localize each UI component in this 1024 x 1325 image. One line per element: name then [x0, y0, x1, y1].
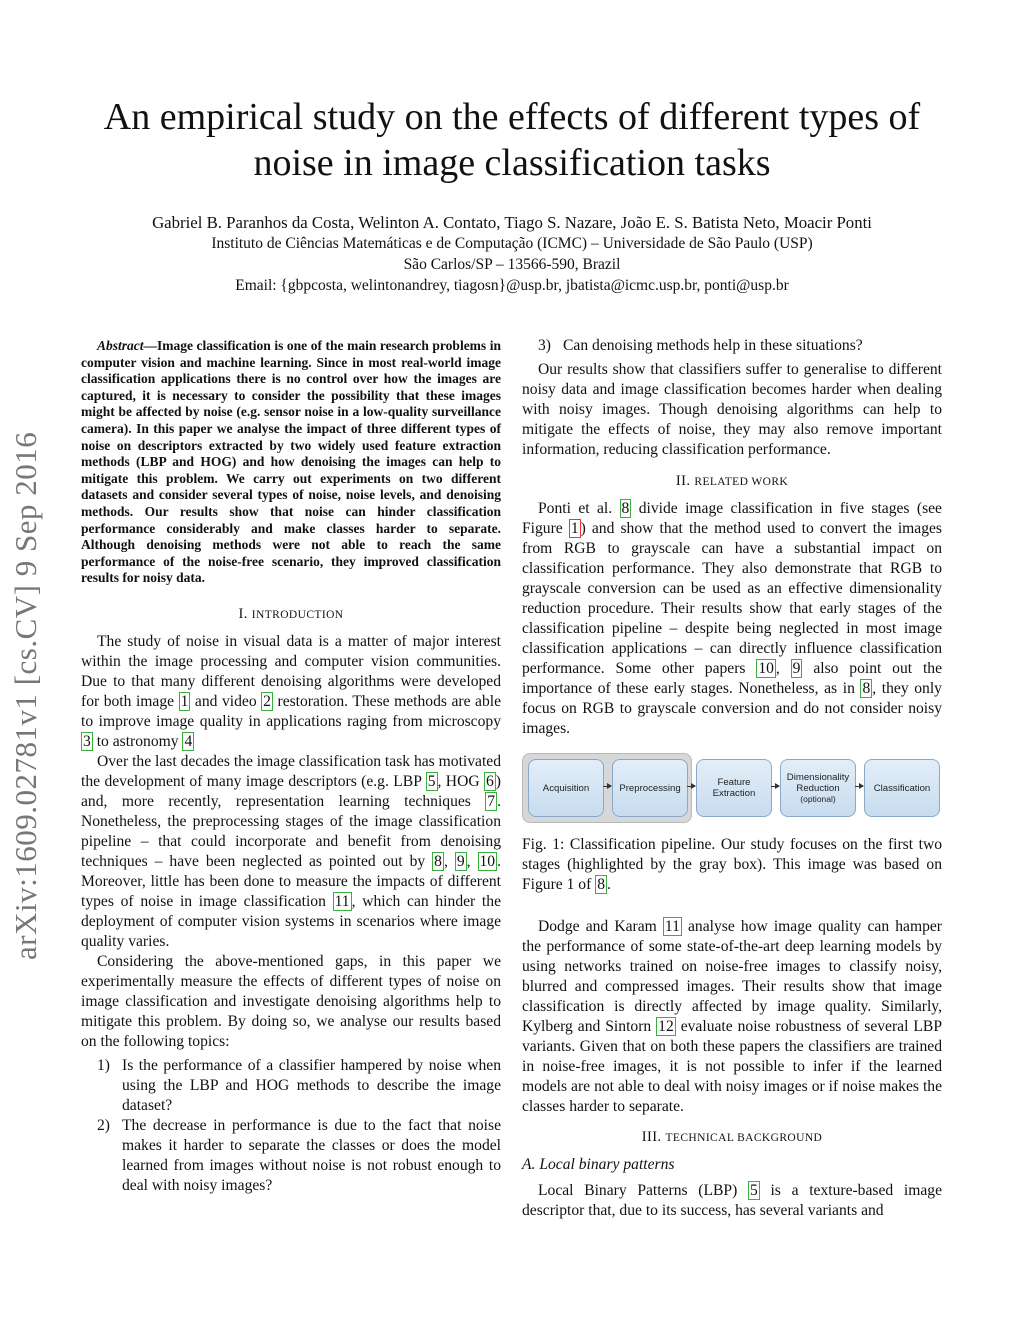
section-heading-technical-background: III. TECHNICAL BACKGROUND: [641, 1129, 823, 1145]
left-column: [81, 338, 501, 1196]
section-heading-introduction: I. INTRODUCTION: [238, 605, 344, 622]
affiliation: Instituto de Ciências Matemáticas e de Computação (ICMC) – Universidade de São Paulo (USP): [211, 235, 813, 252]
citation-link[interactable]: 8: [597, 876, 605, 893]
citation-link[interactable]: 2: [263, 692, 271, 710]
citation-link[interactable]: 7: [487, 792, 496, 810]
figure-link[interactable]: 1: [570, 520, 579, 537]
citation-link[interactable]: 10: [758, 660, 774, 677]
arrow-icon: [855, 786, 863, 787]
stage-preprocessing: Preprocessing: [612, 759, 688, 817]
intro-paragraph-4: Our results show that classifiers suffer to generalise to different noisy data and image classification becomes harder when dealing with noisy images. Though denoising algorithms can help to mitigate the effects of noise, they may also remove important information, reducing classification performance.: [522, 361, 942, 458]
research-topics-list: [81, 1056, 501, 1196]
list-item: 3) Can denoising methods help in these situations?: [538, 337, 863, 354]
citation-link[interactable]: 8: [434, 852, 442, 870]
citation-link[interactable]: 12: [658, 1018, 674, 1035]
figure-caption: Fig. 1: Classification pipeline. Our study focuses on the first two stages (highlighted by the gray box). This image was based on Figure 1 of 8 .: [522, 836, 942, 893]
abstract-text: —Image classification is one of the main research problems in computer vision and machine learning. Since in most real-world image classification applications there is no control over how the images are captured, it is necessary to consider the possibility that these images might be affected by noise (e.g. sensor noise in a low-quality surveillance camera). In this paper we analyse the impact of three different types of noise on descriptors extracted by two widely used feature extraction methods (LBP and HOG) and how denoising the images can help to mitigate this problem. We carry out experiments on two different datasets and consider several types of noise, noise levels, and denoising methods. Our results show that noise can hinder classification performance considerably and make classes harder to separate. Although denoising methods were not able to reach the same performance of the noise-free scenario, they improved classification results for noisy data.: [81, 338, 501, 586]
author-block: [60, 212, 964, 296]
intro-paragraph-3: Considering the above-mentioned gaps, in this paper we experimentally measure the effects of different types of noise on image classification and investigate denoising algorithms help to mitigate this problem. By doing so, we analyse our results based on the following topics:: [81, 952, 501, 1050]
citation-link[interactable]: 9: [456, 852, 465, 870]
section-heading-related-work: II. RELATED WORK: [675, 473, 789, 489]
arxiv-identifier: arXiv:1609.02781v1 [cs.CV] 9 Sep 2016: [8, 431, 43, 960]
author-names: Gabriel B. Paranhos da Costa, Welinton A. Contato, Tiago S. Nazare, João E. S. Batista Neto, Moacir Ponti: [152, 213, 872, 232]
pipeline-figure: [522, 753, 942, 825]
citation-link[interactable]: 1: [180, 692, 189, 710]
citation-link[interactable]: 5: [427, 772, 436, 790]
abstract-label: Abstract: [97, 338, 144, 353]
right-column: [522, 336, 942, 1221]
location: São Carlos/SP – 13566-590, Brazil: [403, 256, 621, 273]
paper-title: An empirical study on the effects of different types of noise in image classification tasks: [103, 96, 921, 184]
citation-link[interactable]: 4: [184, 732, 193, 750]
citation-link[interactable]: 5: [749, 1182, 758, 1199]
related-work-paragraph-2: Dodge and Karam 11 analyse how image quality can hamper the performance of some state-of-the-art deep learning models by using networks trained on noise-free images to classify noisy, blurred and compressed images. Their results show that image classification is directly affected by image quality. Similarly, Kylberg and Sintorn 12 evaluate noise robustness of several LBP variants. Given that on both these papers the classifiers are trained in noise-free images, it is not possible to infer if the learned models are not able to deal with noisy images or if noise makes the classes harder to separate.: [522, 918, 943, 1115]
citation-link[interactable]: 10: [479, 852, 496, 870]
citation-link[interactable]: 9: [792, 660, 801, 677]
optional-note: (optional): [800, 793, 836, 804]
stage-acquisition: Acquisition: [528, 759, 604, 817]
subsection-heading-lbp: A. Local binary patterns: [522, 1156, 675, 1173]
citation-link[interactable]: 8: [862, 680, 871, 697]
citation-link[interactable]: 6: [486, 772, 494, 790]
arrow-icon: [687, 786, 695, 787]
related-work-paragraph-1: Ponti et al. 8 divide image classification in five stages (see Figure 1 ) and show that the method used to convert the images from RGB to grayscale can have a substantial impact on classification performance. They also demonstrate that RGB to grayscale conversion can be used as an effective dimensionality reduction procedure. Their results show that early stages of the classification pipeline – despite being neglected in most image classification applications – can directly influence classification performance. Some other papers 10 , 9 also point out the importance of these early stages. Nonetheless, as in 8 , they only focus on RGB to grayscale conversion and do not consider noisy images.: [522, 500, 942, 737]
citation-link[interactable]: 8: [621, 500, 630, 517]
stage-dimensionality-reduction: Dimensionality Reduction (optional): [780, 759, 856, 817]
abstract: [81, 338, 501, 587]
citation-link[interactable]: 3: [83, 732, 91, 750]
citation-link[interactable]: 11: [664, 918, 680, 935]
list-item: 1) Is the performance of a classifier hampered by noise when using the LBP and HOG methods to describe the image dataset?: [97, 1056, 501, 1114]
citation-link[interactable]: 11: [334, 892, 350, 910]
stage-feature-extraction: Feature Extraction: [696, 759, 772, 817]
arrow-icon: [771, 786, 779, 787]
research-topics-list-continued: [522, 336, 942, 356]
author-emails: Email: {gbpcosta, welintonandrey, tiagosn}@usp.br, jbatista@icmc.usp.br, ponti@usp.br: [235, 277, 789, 294]
intro-paragraph-2: Over the last decades the image classification task has motivated the development of many image descriptors (e.g. LBP 5 , HOG 6 ) and, more recently, representation learning techniques 7 . Nonetheless, the preprocessing stages of the image classification pipeline – that could incorporate and benefit from denoising techniques – have been neglected as pointed out by 8 , 9 , 10 . Moreover, little has been done to measure the impacts of different types of noise in image classification 11 , which can hinder the deployment of computer vision systems in scenarios where image quality varies.: [81, 752, 501, 950]
list-item: 2) The decrease in performance is due to the fact that noise makes it harder to separate the classes or does the model learned from images without noise is not robust enough to deal with noisy images?: [97, 1116, 501, 1194]
stage-classification: Classification: [864, 759, 940, 817]
lbp-paragraph: Local Binary Patterns (LBP) 5 is a texture-based image descriptor that, due to its success, has several variants and: [522, 1182, 942, 1219]
intro-paragraph-1: The study of noise in visual data is a matter of major interest within the image processing and computer vision communities. Due to that many different denoising algorithms were developed for both image 1 and video 2 restoration. These methods are able to improve image quality in applications raging from microscopy 3 to astronomy 4: [81, 632, 502, 750]
arrow-icon: [603, 786, 611, 787]
